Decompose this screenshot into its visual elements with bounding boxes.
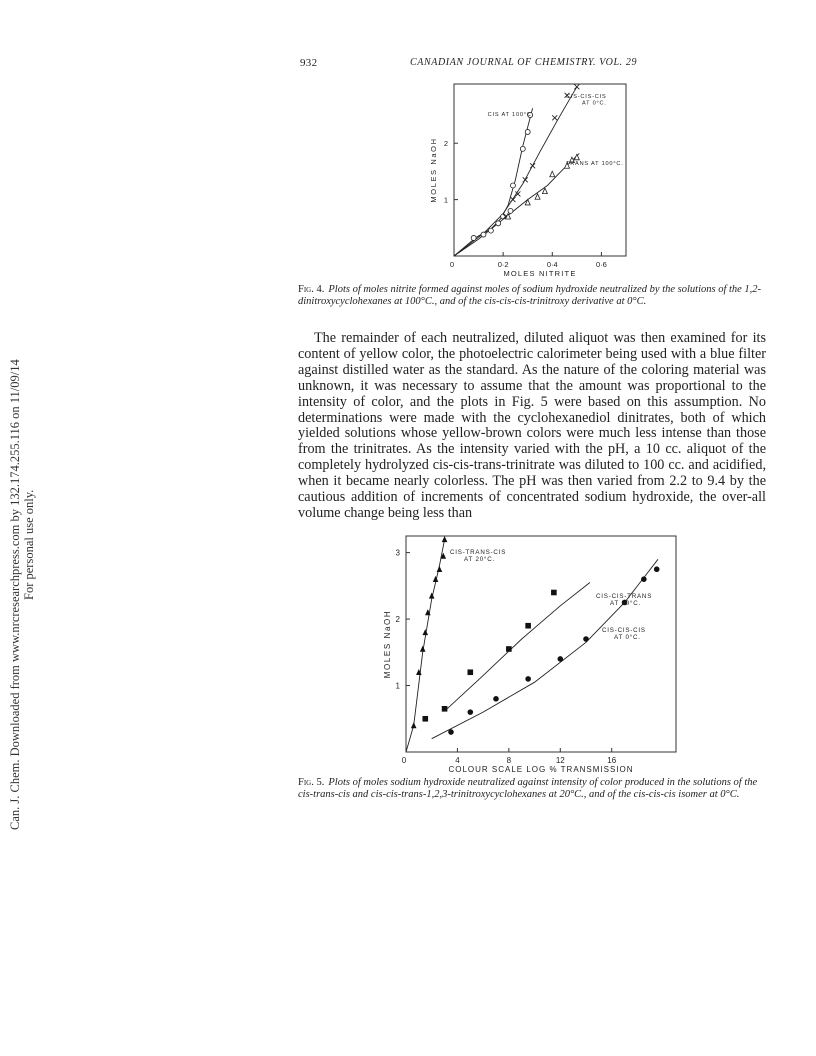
figure-5-chart <box>378 528 688 778</box>
fig5-origin-label: 0 <box>401 756 407 765</box>
data-point-circle <box>501 214 506 219</box>
x-tick-label: 0·6 <box>596 260 607 269</box>
data-point-square <box>525 623 531 629</box>
data-point-circle <box>488 228 493 233</box>
y-tick-label: 1 <box>395 681 400 691</box>
series-label: CIS-CIS-TRANS <box>596 593 653 600</box>
data-point-circle <box>508 208 513 213</box>
figure-4-caption-label: Fig. 4. <box>298 284 325 295</box>
data-point-triangle <box>442 536 448 542</box>
x-tick-label: 0·2 <box>497 260 509 269</box>
data-point-circle <box>641 576 647 582</box>
series-label: AT 0°C. <box>582 100 607 107</box>
body-paragraph: The remainder of each neutralized, diluted aliquot was then examined for its content of yellow color, the photoelectric calorimeter being used with a blue filter against distilled water as the standard. As the nature of the coloring material was unknown, it was necessary to assume that the amount was proportional to the intensity of color, and the plots in Fig. 5 were based on this assumption. No determinations were made with the cyclohexanediol dinitrates, both of which yielded solutions whose yellow-brown colors were much less intense than those from the trinitrates. As the intensity varied with the pH, a 10 cc. aliquot of the completely hydrolyzed cis-cis-trans-trinitrate was diluted to 100 cc. and acidified, when it became nearly colorless. The pH was then varied from 2.2 to 9.4 by the cautious addition of increments of concentrated sodium hydroxide, the over-all volume change being less than <box>298 330 766 521</box>
data-point-cross <box>523 177 528 182</box>
series-label: CIS AT 100°C. <box>487 112 534 118</box>
fig4-x-axis-label: MOLES NITRITE <box>503 269 577 278</box>
series-label: CIS-TRANS-CIS <box>450 549 507 556</box>
series-curve <box>432 559 658 738</box>
series-label: CIS-CIS-CIS <box>602 627 646 634</box>
page-number: 932 <box>300 57 318 69</box>
figure-4-caption <box>298 284 766 307</box>
data-point-circle <box>520 146 525 151</box>
y-tick-label: 2 <box>395 615 400 625</box>
x-tick-label: 12 <box>555 756 565 765</box>
series-label: AT 20°C. <box>610 600 641 608</box>
figure-5-caption-text: Plots of moles sodium hydroxide neutralized against intensity of color produced in the solutions of the cis-trans-cis and cis-cis-trans-1,2,3-trinitroxycyclohexanes at 20°C., and of the cis-cis-cis isomer at 0°C. <box>298 777 758 800</box>
data-point-circle <box>467 709 473 715</box>
data-point-cross <box>530 163 535 168</box>
y-tick-label: 3 <box>395 548 400 558</box>
series-label: TRANS AT 100°C. <box>566 161 624 167</box>
series-label: CIS-CIS-CIS <box>566 94 607 100</box>
fig5-y-axis-label: MOLES NaOH <box>383 609 392 679</box>
watermark-line-2: For personal use only. <box>22 489 36 600</box>
x-tick-label: 8 <box>506 756 512 765</box>
data-point-cross <box>552 115 557 120</box>
data-point-triangle <box>429 593 435 599</box>
watermark-line-1: Can. J. Chem. Downloaded from www.nrcresearchpress.com by 132.174.255.116 on 11/09/14 <box>8 359 22 830</box>
data-point-triangle <box>420 646 426 652</box>
data-point-square <box>467 669 473 675</box>
data-point-circle <box>496 221 501 226</box>
data-point-circle <box>525 129 530 134</box>
data-point-circle <box>493 696 499 702</box>
series-label: AT 20°C. <box>464 556 495 564</box>
fig4-origin-label: 0 <box>449 260 455 269</box>
figure-5-caption <box>298 777 766 800</box>
figure-4-caption-text: Plots of moles nitrite formed against moles of sodium hydroxide neutralized by the solutions of the 1,2-dinitroxycyclohexanes at 100°C., and of the cis-cis-cis-trinitroxy derivative at 0°C. <box>298 284 762 307</box>
fig4-frame <box>454 84 626 256</box>
figure-4-chart <box>430 76 640 276</box>
data-point-square <box>506 646 512 652</box>
y-tick-label: 2 <box>443 139 448 149</box>
data-point-triangle <box>525 199 530 204</box>
data-point-circle <box>481 232 486 237</box>
data-point-triangle <box>550 171 555 177</box>
data-point-circle <box>525 676 531 682</box>
data-point-circle <box>510 183 515 188</box>
data-point-circle <box>654 566 660 572</box>
data-point-circle <box>471 235 476 240</box>
data-point-cross <box>574 84 579 89</box>
data-point-square <box>422 716 428 722</box>
data-point-circle <box>448 729 454 735</box>
x-tick-label: 4 <box>455 756 460 765</box>
data-point-triangle <box>422 629 428 635</box>
x-tick-label: 0·4 <box>546 260 558 269</box>
data-point-triangle <box>433 576 439 582</box>
running-header: CANADIAN JOURNAL OF CHEMISTRY. VOL. 29 <box>410 57 638 68</box>
series-curve <box>454 108 533 256</box>
data-point-triangle <box>535 194 540 200</box>
download-watermark <box>8 0 36 990</box>
y-tick-label: 1 <box>443 195 448 205</box>
figure-5-caption-label: Fig. 5. <box>298 777 325 788</box>
fig5-frame <box>406 536 676 752</box>
data-point-square <box>551 590 557 596</box>
fig4-y-axis-label: MOLES NaOH <box>429 137 438 203</box>
data-point-triangle <box>437 566 443 572</box>
data-point-cross <box>510 197 515 202</box>
series-curve <box>447 583 590 709</box>
data-point-triangle <box>411 722 417 728</box>
data-point-square <box>442 706 448 712</box>
fig5-x-axis-label: COLOUR SCALE LOG % TRANSMISSION <box>448 765 634 774</box>
data-point-circle <box>557 656 563 662</box>
x-tick-label: 16 <box>607 756 617 765</box>
series-label: AT 0°C. <box>614 634 641 642</box>
data-point-circle <box>583 636 589 642</box>
